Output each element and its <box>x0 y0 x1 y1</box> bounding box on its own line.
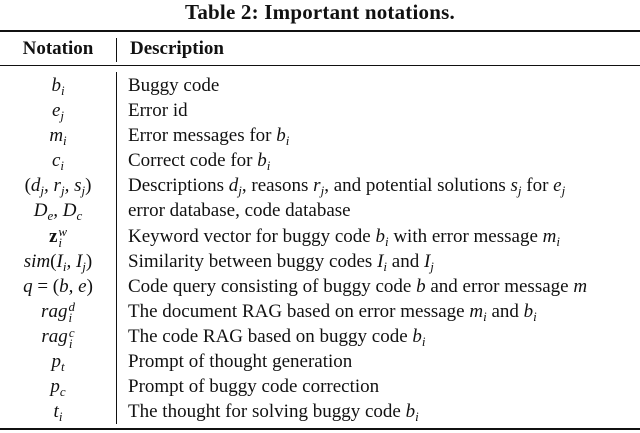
notation-cell: $D_e$, $D_c$ <box>33 200 83 224</box>
table-row <box>0 274 640 299</box>
table-row <box>0 324 640 349</box>
bottom-rule <box>0 428 640 430</box>
description-cell: Error id <box>128 100 188 122</box>
table-row <box>0 224 640 249</box>
table-row <box>0 123 640 148</box>
table-row <box>0 399 640 424</box>
description-cell: Correct code for $b_i$ <box>128 150 271 174</box>
notation-header: Notation <box>22 38 94 59</box>
description-cell: Prompt of buggy code correction <box>128 376 380 398</box>
description-cell: Code query consisting of buggy code b and error message m <box>128 275 588 297</box>
notation-cell: $e_j$ <box>51 100 65 124</box>
notation-cell: rag c i <box>41 324 75 351</box>
notation-table-body <box>0 73 640 424</box>
table-row <box>0 374 640 399</box>
notation-cell: $c_i$ <box>51 150 65 174</box>
table-row <box>0 173 640 198</box>
table-row <box>0 98 640 123</box>
description-cell: Similarity between buggy codes $I_i$ and $I_j$ <box>128 250 434 274</box>
notation-cell: $p_c$ <box>50 376 66 400</box>
table-row <box>0 249 640 274</box>
notation-cell: $b_i$ <box>51 75 65 98</box>
header-rule <box>0 65 640 66</box>
notation-cell: $t_i$ <box>53 401 63 425</box>
notation-cell: ($d_j$, $r_j$, $s_j$) <box>24 175 92 199</box>
table-row <box>0 299 640 324</box>
header-column-divider <box>116 38 117 62</box>
description-cell: Error messages for $b_i$ <box>128 125 290 149</box>
description-cell: Buggy code <box>128 75 220 96</box>
table-caption: Table 2: Important notations. <box>185 0 455 24</box>
notation-cell: rag d i <box>41 299 75 326</box>
table-row <box>0 198 640 223</box>
description-cell: Prompt of thought generation <box>128 351 353 373</box>
notation-cell: q = (b, e) <box>23 275 93 297</box>
table-row <box>0 349 640 374</box>
table-row <box>0 148 640 173</box>
description-cell: Keyword vector for buggy code $b_i$ with error message $m_i$ <box>128 225 560 249</box>
description-cell: The thought for solving buggy code $b_i$ <box>128 401 419 425</box>
description-cell: The document RAG based on error message $m_i$ and $b_i$ <box>128 300 537 324</box>
description-cell: error database, code database <box>128 200 351 222</box>
description-header: Description <box>130 38 224 59</box>
top-rule <box>0 30 640 32</box>
table-row <box>0 73 640 98</box>
notation-cell: z w i <box>48 224 68 251</box>
description-cell: The code RAG based on buggy code $b_i$ <box>128 325 426 349</box>
description-cell: Descriptions $d_j$, reasons $r_j$, and potential solutions $s_j$ for $e_j$ <box>128 175 566 199</box>
notation-cell: $p_t$ <box>51 351 65 375</box>
notation-cell: $sim(I_i$, $I_j$) <box>23 250 93 274</box>
notation-cell: $m_i$ <box>49 125 67 149</box>
